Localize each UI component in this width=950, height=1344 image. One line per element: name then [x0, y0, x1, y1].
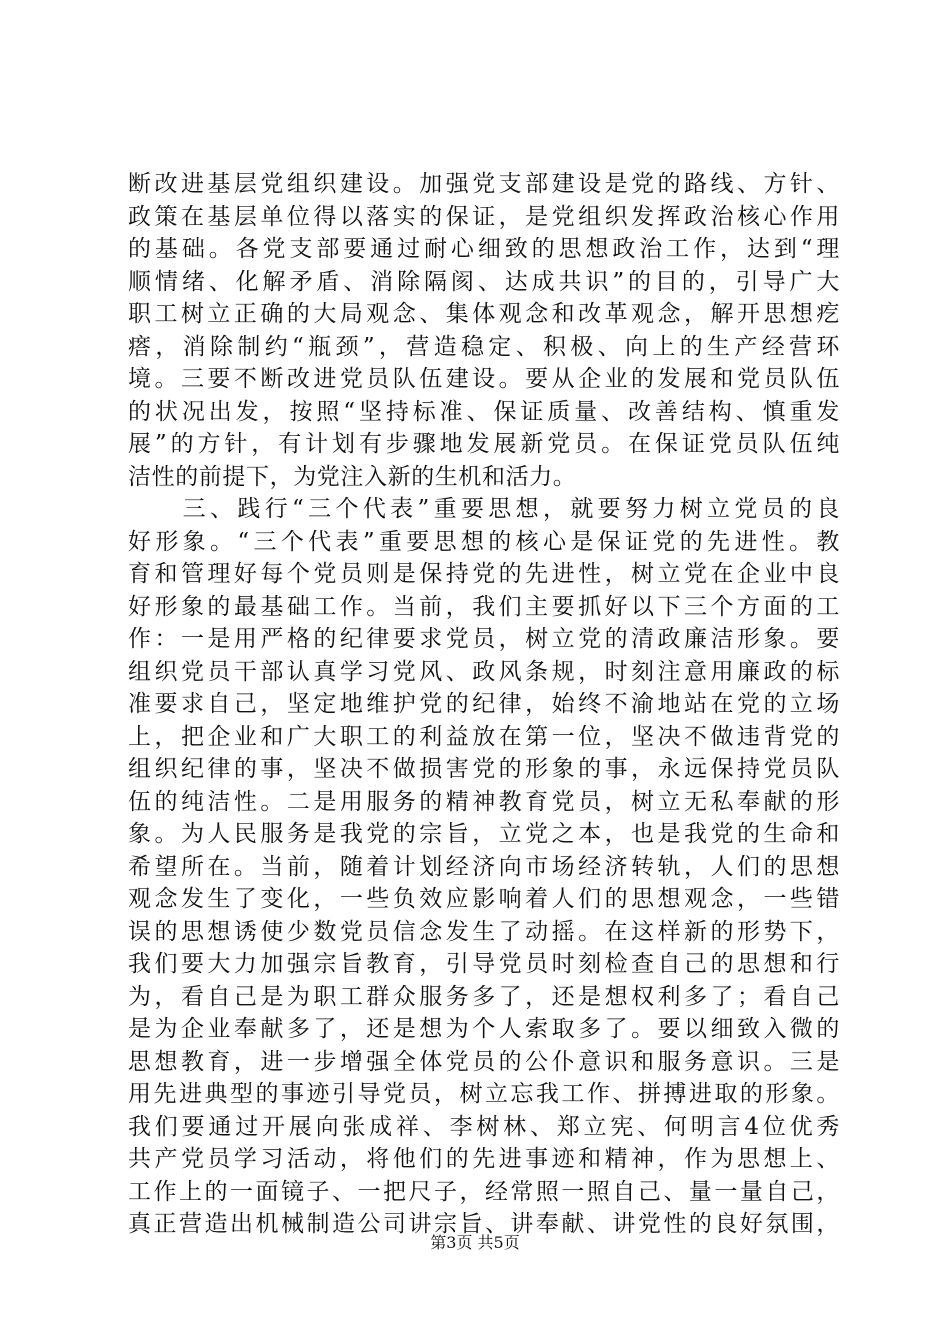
text-line: 伍的纯洁性。二是用服务的精神教育党员，树立无私奉献的形	[128, 788, 840, 815]
text-line: 共产党员学习活动，将他们的先进事迹和精神，作为思想上、	[128, 1146, 840, 1172]
text-line: 断改进基层党组织建设。加强党支部建设是党的路线、方针、	[128, 171, 840, 197]
paragraph-end-line: 洁性的前提下，为党注入新的生机和活力。	[128, 463, 577, 490]
page-number-footer: 第3页 共5页	[430, 1233, 520, 1252]
text-line: 展”的方针，有计划有步骤地发展新党员。在保证党员队伍纯	[128, 431, 840, 457]
text-line: 我们要大力加强宗旨教育，引导党员时刻检查自己的思想和行	[128, 951, 840, 977]
text-line: 瘩，消除制约“瓶颈”，营造稳定、积极、向上的生产经营环	[128, 333, 840, 360]
text-line: 误的思想诱使少数党员信念发生了动摇。在这样新的形势下，	[128, 918, 840, 945]
paragraph-start-line: 三、践行“三个代表”重要思想，就要努力树立党员的良	[128, 496, 840, 522]
text-line: 真正营造出机械制造公司讲宗旨、讲奉献、讲党性的良好氛围，	[128, 1211, 840, 1237]
text-line: 上，把企业和广大职工的利益放在第一位，坚决不做违背党的	[128, 723, 840, 750]
text-line: 作：一是用严格的纪律要求党员，树立党的清政廉洁形象。要	[128, 626, 840, 652]
text-line: 组织纪律的事，坚决不做损害党的形象的事，永远保持党员队	[128, 756, 840, 782]
text-line: 的基础。各党支部要通过耐心细致的思想政治工作，达到“理	[128, 236, 840, 262]
text-line: 工作上的一面镜子、一把尺子，经常照一照自己、量一量自己，	[128, 1178, 840, 1205]
text-line: 组织党员干部认真学习党风、政风条规，时刻注意用廉政的标	[128, 658, 840, 685]
document-body	[128, 168, 840, 1241]
text-line: 育和管理好每个党员则是保持党的先进性，树立党在企业中良	[128, 561, 840, 587]
text-line: 观念发生了变化，一些负效应影响着人们的思想观念，一些错	[128, 886, 840, 912]
text-line: 政策在基层单位得以落实的保证，是党组织发挥政治核心作用	[128, 203, 840, 230]
text-line: 思想教育，进一步增强全体党员的公仆意识和服务意识。三是	[128, 1048, 840, 1075]
text-line: 是为企业奉献多了，还是想为个人索取多了。要以细致入微的	[128, 1016, 840, 1042]
text-line: 好形象。“三个代表”重要思想的核心是保证党的先进性。教	[128, 528, 840, 555]
text-line: 希望所在。当前，随着计划经济向市场经济转轨，人们的思想	[128, 853, 840, 880]
text-line: 准要求自己，坚定地维护党的纪律，始终不渝地站在党的立场	[128, 691, 840, 717]
text-line: 象。为人民服务是我党的宗旨，立党之本，也是我党的生命和	[128, 821, 840, 847]
text-line: 用先进典型的事迹引导党员，树立忘我工作、拼搏进取的形象。	[128, 1081, 840, 1107]
text-line: 的状况出发，按照“坚持标准、保证质量、改善结构、慎重发	[128, 398, 840, 425]
text-line: 境。三要不断改进党员队伍建设。要从企业的发展和党员队伍	[128, 366, 840, 392]
text-line: 好形象的最基础工作。当前，我们主要抓好以下三个方面的工	[128, 593, 840, 620]
text-line: 为，看自己是为职工群众服务多了，还是想权利多了；看自己	[128, 983, 840, 1010]
text-line: 职工树立正确的大局观念、集体观念和改革观念，解开思想疙	[128, 301, 840, 327]
text-line: 我们要通过开展向张成祥、李树林、郑立宪、何明言4位优秀	[128, 1113, 840, 1140]
text-line: 顺情绪、化解矛盾、消除隔阂、达成共识”的目的，引导广大	[128, 268, 840, 295]
